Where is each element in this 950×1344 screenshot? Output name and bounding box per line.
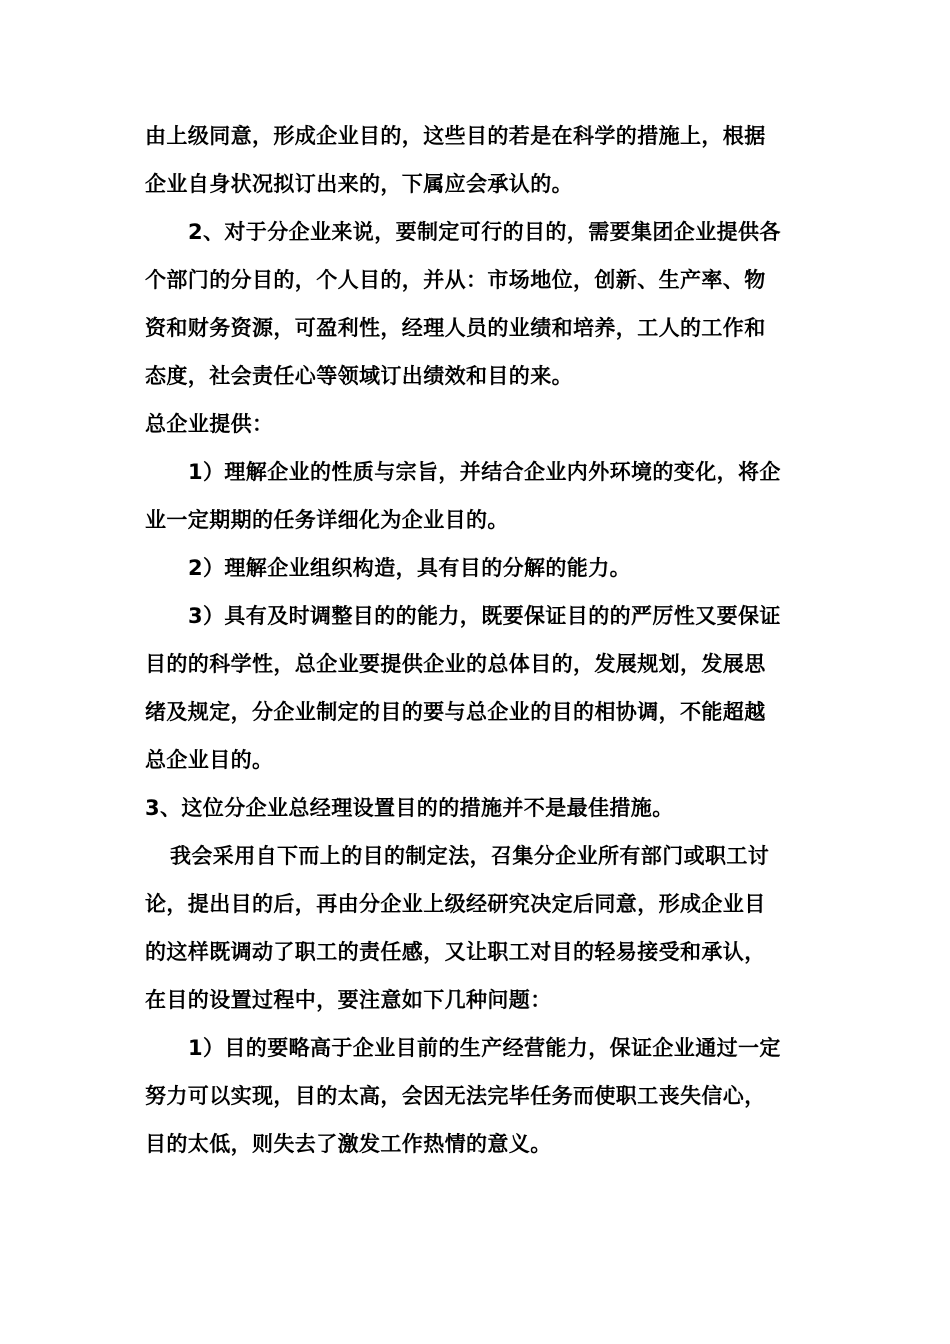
text-line-20: 1）目的要略高于企业目前的生产经营能力，保证企业通过一定 <box>188 1036 781 1060</box>
text-line-4: 个部门的分目的，个人目的，并从：市场地位，创新、生产率、物 <box>145 268 766 292</box>
text-line-17: 论，提出目的后，再由分企业上级经研究决定后同意，形成企业目 <box>145 892 766 916</box>
text-line-8: 1）理解企业的性质与宗旨，并结合企业内外环境的变化，将企 <box>188 460 781 484</box>
text-line-12: 目的的科学性，总企业要提供企业的总体目的，发展规划，发展思 <box>145 652 766 676</box>
text-line-21: 努力可以实现，目的太高，会因无法完毕任务而使职工丧失信心， <box>145 1084 766 1108</box>
text-line-14: 总企业目的。 <box>145 748 274 772</box>
text-line-5: 资和财务资源，可盈利性，经理人员的业绩和培养，工人的工作和 <box>145 316 766 340</box>
text-line-1: 由上级同意，形成企业目的，这些目的若是在科学的措施上，根据 <box>145 124 766 148</box>
text-line-11: 3）具有及时调整目的的能力，既要保证目的的严厉性又要保证 <box>188 604 781 628</box>
text-line-6: 态度，社会责任心等领域订出绩效和目的来。 <box>145 364 573 388</box>
text-line-7: 总企业提供： <box>145 412 274 436</box>
text-line-3: 2、对于分企业来说，要制定可行的目的，需要集团企业提供各 <box>188 220 781 244</box>
text-line-10: 2）理解企业组织构造，具有目的分解的能力。 <box>188 556 632 580</box>
text-line-22: 目的太低，则失去了激发工作热情的意义。 <box>145 1132 552 1156</box>
text-line-19: 在目的设置过程中，要注意如下几种问题： <box>145 988 552 1012</box>
text-line-9: 业一定期期的任务详细化为企业目的。 <box>145 508 509 532</box>
text-line-18: 的这样既调动了职工的责任感，又让职工对目的轻易接受和承认， <box>145 940 766 964</box>
text-line-13: 绪及规定，分企业制定的目的要与总企业的目的相协调，不能超越 <box>145 700 766 724</box>
text-line-16: 我会采用自下而上的目的制定法，召集分企业所有部门或职工讨 <box>170 844 770 868</box>
text-line-2: 企业自身状况拟订出来的，下属应会承认的。 <box>145 172 573 196</box>
text-line-15: 3、这位分企业总经理设置目的的措施并不是最佳措施。 <box>145 796 674 820</box>
